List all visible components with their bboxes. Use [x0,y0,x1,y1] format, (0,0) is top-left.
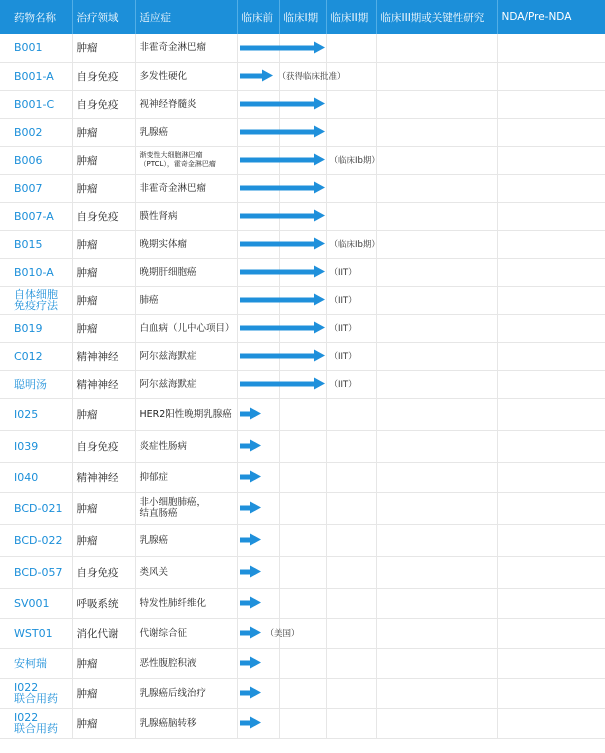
phase-cell-preclinical [237,230,380,258]
phase-cell-preclinical [237,202,279,230]
progress-note: （获得临床批准） [277,72,346,82]
phase-cell-phase3 [376,34,497,62]
phase-cell-phase1 [279,230,326,258]
phase-cell-phase1 [279,524,326,556]
therapeutic-area-cell: 自身免疫 [72,430,135,462]
phase-cell-preclinical [237,430,279,462]
phase-cell-phase2 [326,174,376,202]
drug-name-cell: I040 [0,462,72,492]
indication-cell: 特发性肺纤维化 [135,588,237,618]
progress-arrow [240,538,250,543]
phase-cell-nda [497,62,605,90]
drug-name-cell: B001 [0,34,72,62]
phase-cell-nda [497,430,605,462]
progress-note: （IIT） [329,352,357,362]
phase-cell-preclinical [237,462,279,492]
table-row [0,588,605,618]
phase-cell-phase3 [376,430,497,462]
phase-cell-phase1 [279,258,326,286]
table-row [0,146,605,174]
drug-name-cell: C012 [0,342,72,370]
drug-name-cell: BCD-022 [0,524,72,556]
table-row [0,618,605,648]
drug-name-cell: B007 [0,174,72,202]
phase-cell-nda [497,588,605,618]
progress-note: （IIT） [329,380,357,390]
drug-name-cell: B019 [0,314,72,342]
therapeutic-area-cell: 肿瘤 [72,492,135,524]
phase-cell-phase2 [326,62,376,90]
therapeutic-area-cell: 消化代谢 [72,618,135,648]
phase-cell-phase2 [326,708,376,738]
therapeutic-area-cell: 肿瘤 [72,398,135,430]
drug-name-cell: WST01 [0,618,72,648]
phase-cell-preclinical [237,524,279,556]
phase-cell-preclinical [237,492,279,524]
phase-cell-phase3 [376,258,497,286]
progress-note: （美国） [265,629,300,639]
phase-cell-phase3 [376,62,497,90]
progress-note: （临床Ib期） [329,156,380,166]
phase-cell-nda [497,34,605,62]
header-therapeutic-area: 治疗领域 [72,0,135,34]
progress-note: （临床Ib期） [329,240,380,250]
phase-cell-preclinical [237,174,279,202]
phase-cell-phase3 [376,678,497,708]
indication-cell: 非霍奇金淋巴瘤 [135,174,237,202]
indication-cell: 抑郁症 [135,462,237,492]
phase-cell-phase3 [376,492,497,524]
phase-cell-nda [497,648,605,678]
phase-cell-phase2 [326,678,376,708]
drug-name-cell: BCD-057 [0,556,72,588]
phase-cell-phase2 [326,648,376,678]
indication-cell: 乳腺癌脑转移 [135,708,237,738]
drug-name-cell: B006 [0,146,72,174]
therapeutic-area-cell: 肿瘤 [72,314,135,342]
phase-cell-phase1 [279,370,326,398]
indication-cell: 代谢综合征 [135,618,237,648]
phase-cell-phase3 [376,588,497,618]
phase-cell-phase2 [326,118,376,146]
phase-cell-phase1 [279,286,326,314]
phase-cell-preclinical [237,370,357,398]
drug-name-cell: 聪明汤 [0,370,72,398]
phase-cell-phase1 [279,342,326,370]
phase-cell-phase3 [376,648,497,678]
phase-cell-phase2 [326,524,376,556]
phase-cell-phase2 [326,556,376,588]
drug-name-cell: B010-A [0,258,72,286]
therapeutic-area-cell: 精神神经 [72,370,135,398]
phase-cell-phase1 [279,62,326,90]
phase-cell-phase3 [376,524,497,556]
indication-cell: 渐变性大细胞淋巴瘤 （PTCL），霍奇金淋巴瘤 [135,146,237,174]
indication-cell: HER2阳性晚期乳腺癌 [135,398,237,430]
therapeutic-area-cell: 自身免疫 [72,90,135,118]
indication-cell: 膜性肾病 [135,202,237,230]
drug-name-cell: 安柯瑞 [0,648,72,678]
therapeutic-area-cell: 肿瘤 [72,648,135,678]
phase-cell-nda [497,258,605,286]
phase-cell-nda [497,462,605,492]
drug-name-cell: B001-A [0,62,72,90]
phase-cell-phase3 [376,174,497,202]
therapeutic-area-cell: 呼吸系统 [72,588,135,618]
indication-cell: 阿尔兹海默症 [135,370,237,398]
phase-cell-phase3 [376,370,497,398]
phase-cell-preclinical [237,34,279,62]
phase-cell-preclinical [237,398,279,430]
phase-cell-phase3 [376,90,497,118]
table-row [0,708,605,738]
progress-arrow [240,475,250,480]
drug-name-cell: SV001 [0,588,72,618]
phase-cell-phase2 [326,398,376,430]
phase-cell-nda [497,230,605,258]
phase-cell-nda [497,174,605,202]
phase-cell-nda [497,618,605,648]
phase-cell-phase2 [326,146,376,174]
phase-cell-phase2 [326,462,376,492]
table-row [0,370,605,398]
phase-cell-preclinical [237,286,357,314]
phase-cell-phase2 [326,430,376,462]
phase-cell-nda [497,678,605,708]
therapeutic-area-cell: 肿瘤 [72,174,135,202]
phase-cell-phase1 [279,202,326,230]
indication-cell: 阿尔兹海默症 [135,342,237,370]
phase-cell-phase3 [376,286,497,314]
therapeutic-area-cell: 肿瘤 [72,286,135,314]
drug-name-cell: B001-C [0,90,72,118]
header-phase-3: 临床III期或关键性研究 [376,0,497,34]
drug-name-cell: BCD-021 [0,492,72,524]
phase-cell-nda [497,708,605,738]
phase-cell-phase1 [279,314,326,342]
header-row [0,0,605,34]
phase-cell-preclinical [237,556,279,588]
phase-cell-phase1 [279,678,326,708]
phase-cell-nda [497,146,605,174]
phase-cell-phase3 [376,118,497,146]
indication-cell: 乳腺癌后线治疗 [135,678,237,708]
progress-arrow [240,601,250,606]
phase-cell-preclinical [237,678,279,708]
table-row [0,174,605,202]
progress-arrow [240,412,250,417]
indication-cell: 非霍奇金淋巴瘤 [135,34,237,62]
table-row [0,430,605,462]
therapeutic-area-cell: 精神神经 [72,342,135,370]
therapeutic-area-cell: 自身免疫 [72,62,135,90]
phase-cell-nda [497,342,605,370]
progress-note: （IIT） [329,296,357,306]
phase-cell-phase3 [376,146,497,174]
phase-cell-phase2 [326,90,376,118]
therapeutic-area-cell: 肿瘤 [72,678,135,708]
phase-cell-phase2 [326,588,376,618]
therapeutic-area-cell: 肿瘤 [72,118,135,146]
phase-cell-nda [497,524,605,556]
therapeutic-area-cell: 自身免疫 [72,202,135,230]
therapeutic-area-cell: 肿瘤 [72,146,135,174]
phase-cell-phase1 [279,462,326,492]
phase-cell-preclinical [237,708,279,738]
progress-arrow [240,661,250,666]
phase-cell-phase1 [279,146,326,174]
phase-cell-preclinical [237,258,357,286]
phase-cell-phase3 [376,618,497,648]
header-nda: NDA/Pre-NDA [497,0,605,34]
therapeutic-area-cell: 肿瘤 [72,34,135,62]
progress-arrow [240,691,250,696]
table-row [0,118,605,146]
phase-cell-phase1 [279,492,326,524]
drug-name-cell: I025 [0,398,72,430]
phase-cell-nda [497,398,605,430]
phase-cell-phase2 [326,342,376,370]
phase-cell-preclinical [237,62,346,90]
phase-cell-nda [497,314,605,342]
header-indication: 适应症 [135,0,237,34]
table-row [0,62,605,90]
phase-cell-nda [497,202,605,230]
phase-cell-phase1 [279,708,326,738]
drug-name-cell: B015 [0,230,72,258]
progress-arrow [240,506,250,511]
indication-cell: 晚期肝细胞癌 [135,258,237,286]
phase-cell-phase1 [279,34,326,62]
indication-cell: 炎症性肠病 [135,430,237,462]
drug-name-cell: I039 [0,430,72,462]
phase-cell-phase2 [326,202,376,230]
phase-cell-phase1 [279,398,326,430]
table-row [0,202,605,230]
phase-cell-phase2 [326,370,376,398]
indication-cell: 类风关 [135,556,237,588]
phase-cell-preclinical [237,618,300,648]
table-row [0,648,605,678]
phase-cell-phase2 [326,618,376,648]
table-row [0,286,605,314]
indication-cell: 视神经脊髓炎 [135,90,237,118]
phase-cell-nda [497,118,605,146]
phase-cell-phase3 [376,462,497,492]
therapeutic-area-cell: 肿瘤 [72,258,135,286]
phase-cell-preclinical [237,588,279,618]
indication-cell: 多发性硬化 [135,62,237,90]
indication-cell: 肺癌 [135,286,237,314]
header-preclinical: 临床前 [237,0,279,34]
phase-cell-phase2 [326,286,376,314]
phase-cell-nda [497,90,605,118]
phase-cell-phase1 [279,118,326,146]
progress-note: （IIT） [329,324,357,334]
indication-cell: 乳腺癌 [135,118,237,146]
drug-name-cell: B002 [0,118,72,146]
header-phase-1: 临床I期 [279,0,326,34]
drug-name-cell: I022 联合用药 [0,678,72,708]
drug-name-cell: 自体细胞 免疫疗法 [0,286,72,314]
progress-note: （IIT） [329,268,357,278]
phase-cell-phase3 [376,398,497,430]
phase-cell-phase2 [326,230,376,258]
phase-cell-phase3 [376,230,497,258]
header-phase-2: 临床II期 [326,0,376,34]
phase-cell-phase1 [279,588,326,618]
drug-name-cell: I022 联合用药 [0,708,72,738]
phase-cell-phase1 [279,618,326,648]
drug-name-cell: B007-A [0,202,72,230]
progress-arrow [240,444,250,449]
phase-cell-preclinical [237,146,380,174]
table-row [0,556,605,588]
table-row [0,258,605,286]
phase-cell-phase3 [376,314,497,342]
phase-cell-preclinical [237,342,357,370]
progress-arrow [240,631,250,636]
phase-cell-phase1 [279,648,326,678]
table-row [0,90,605,118]
therapeutic-area-cell: 肿瘤 [72,524,135,556]
table-row [0,678,605,708]
therapeutic-area-cell: 精神神经 [72,462,135,492]
phase-cell-nda [497,556,605,588]
phase-cell-phase2 [326,34,376,62]
phase-cell-phase1 [279,430,326,462]
phase-cell-phase3 [376,202,497,230]
phase-cell-phase1 [279,90,326,118]
indication-cell: 白血病（儿中心项目） [135,314,237,342]
phase-cell-nda [497,492,605,524]
phase-cell-preclinical [237,314,357,342]
header-drug-name: 药物名称 [0,0,72,34]
progress-arrow [240,570,250,575]
phase-cell-phase2 [326,314,376,342]
phase-cell-preclinical [237,118,279,146]
phase-cell-phase2 [326,258,376,286]
phase-cell-preclinical [237,648,279,678]
phase-cell-phase1 [279,174,326,202]
table-row [0,342,605,370]
phase-cell-phase3 [376,556,497,588]
phase-cell-nda [497,286,605,314]
table-row [0,524,605,556]
phase-cell-phase2 [326,492,376,524]
table-row [0,398,605,430]
progress-arrow [240,721,250,726]
table-row [0,230,605,258]
table-row [0,34,605,62]
therapeutic-area-cell: 自身免疫 [72,556,135,588]
phase-cell-nda [497,370,605,398]
phase-cell-phase3 [376,342,497,370]
progress-arrow [240,74,262,79]
phase-cell-phase1 [279,556,326,588]
table-row [0,314,605,342]
indication-cell: 晚期实体瘤 [135,230,237,258]
therapeutic-area-cell: 肿瘤 [72,230,135,258]
indication-cell: 非小细胞肺癌， 结直肠癌 [135,492,237,524]
phase-cell-phase3 [376,708,497,738]
indication-cell: 恶性腹腔积液 [135,648,237,678]
phase-cell-preclinical [237,90,279,118]
table-row [0,492,605,524]
table-row [0,462,605,492]
indication-cell: 乳腺癌 [135,524,237,556]
therapeutic-area-cell: 肿瘤 [72,708,135,738]
